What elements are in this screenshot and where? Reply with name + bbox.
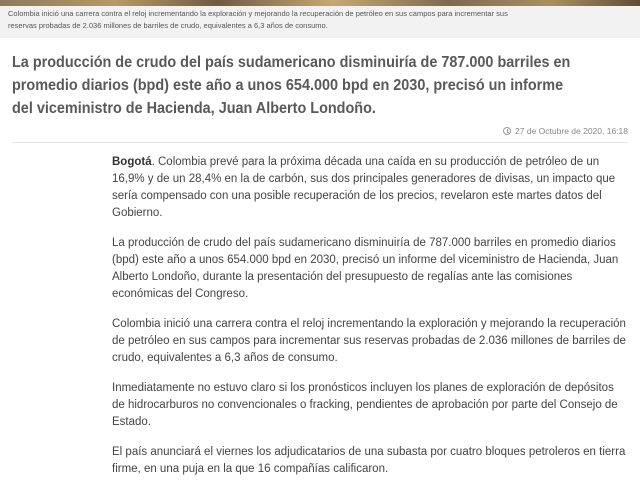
article-date: 27 de Octubre de 2020, 16:18 — [515, 126, 628, 136]
photo-caption-line-2: reservas probadas de 2.036 millones de barriles de crudo, equivalentes a 6,3 años de consumo. — [8, 21, 328, 30]
header-divider — [12, 142, 628, 143]
article-city: Bogotá — [112, 156, 152, 168]
article-paragraph-1-text: . Colombia prevé para la próxima década una caída en su producción de petróleo de un 16,9% y de un 28,4% en la de carbón, sus dos principales generadores de divisas, un impacto que sería compensado con una posible recuperación de los precios, revelaron este martes datos del Gobierno. — [112, 156, 616, 219]
clock-icon — [503, 127, 511, 135]
article-body — [112, 154, 628, 480]
article-paragraph-1 — [112, 154, 628, 222]
photo-caption — [0, 6, 640, 38]
article-paragraph-3: Colombia inició una carrera contra el reloj incrementando la exploración y mejorando la recuperación de petróleo en sus campos para incrementar sus reservas probadas de 2.036 millones de barriles de crudo, equivalentes a 6,3 años de consumo. — [112, 318, 626, 364]
article-paragraph-4: Inmediatamente no estuvo claro si los pronósticos incluyen los planes de exploración de depósitos de hidrocarburos no convencionales o fracking, pendientes de aprobación por parte del Consejo de Estado. — [112, 382, 618, 428]
photo-caption-line-1: Colombia inició una carrera contra el reloj incrementando la exploración y mejorando la recuperación de petróleo en sus campos para incrementar sus — [8, 9, 508, 18]
article-paragraph-2: La producción de crudo del país sudamericano disminuiría de 787.000 barriles en promedio diarios (bpd) este año a unos 654.000 bpd en 2030, precisó un informe del viceministro de Hacienda, Juan Alberto Londoño, durante la presentación del presupuesto de regalías ante las comisiones económicas del Congreso. — [112, 237, 619, 300]
article-paragraph-5: El país anunciará el viernes los adjudicatarios de una subasta por cuatro bloques petroleros en tierra firme, en una puja en la que 16 compañías calificaron. — [112, 446, 626, 475]
article-dateline — [503, 124, 628, 138]
article-headline: La producción de crudo del país sudamericano disminuiría de 787.000 barriles en promedio diarios (bpd) este año a unos 654.000 bpd en 2030, precisó un informe del viceministro de Hacienda, Juan Alberto Londoño. — [12, 54, 571, 117]
